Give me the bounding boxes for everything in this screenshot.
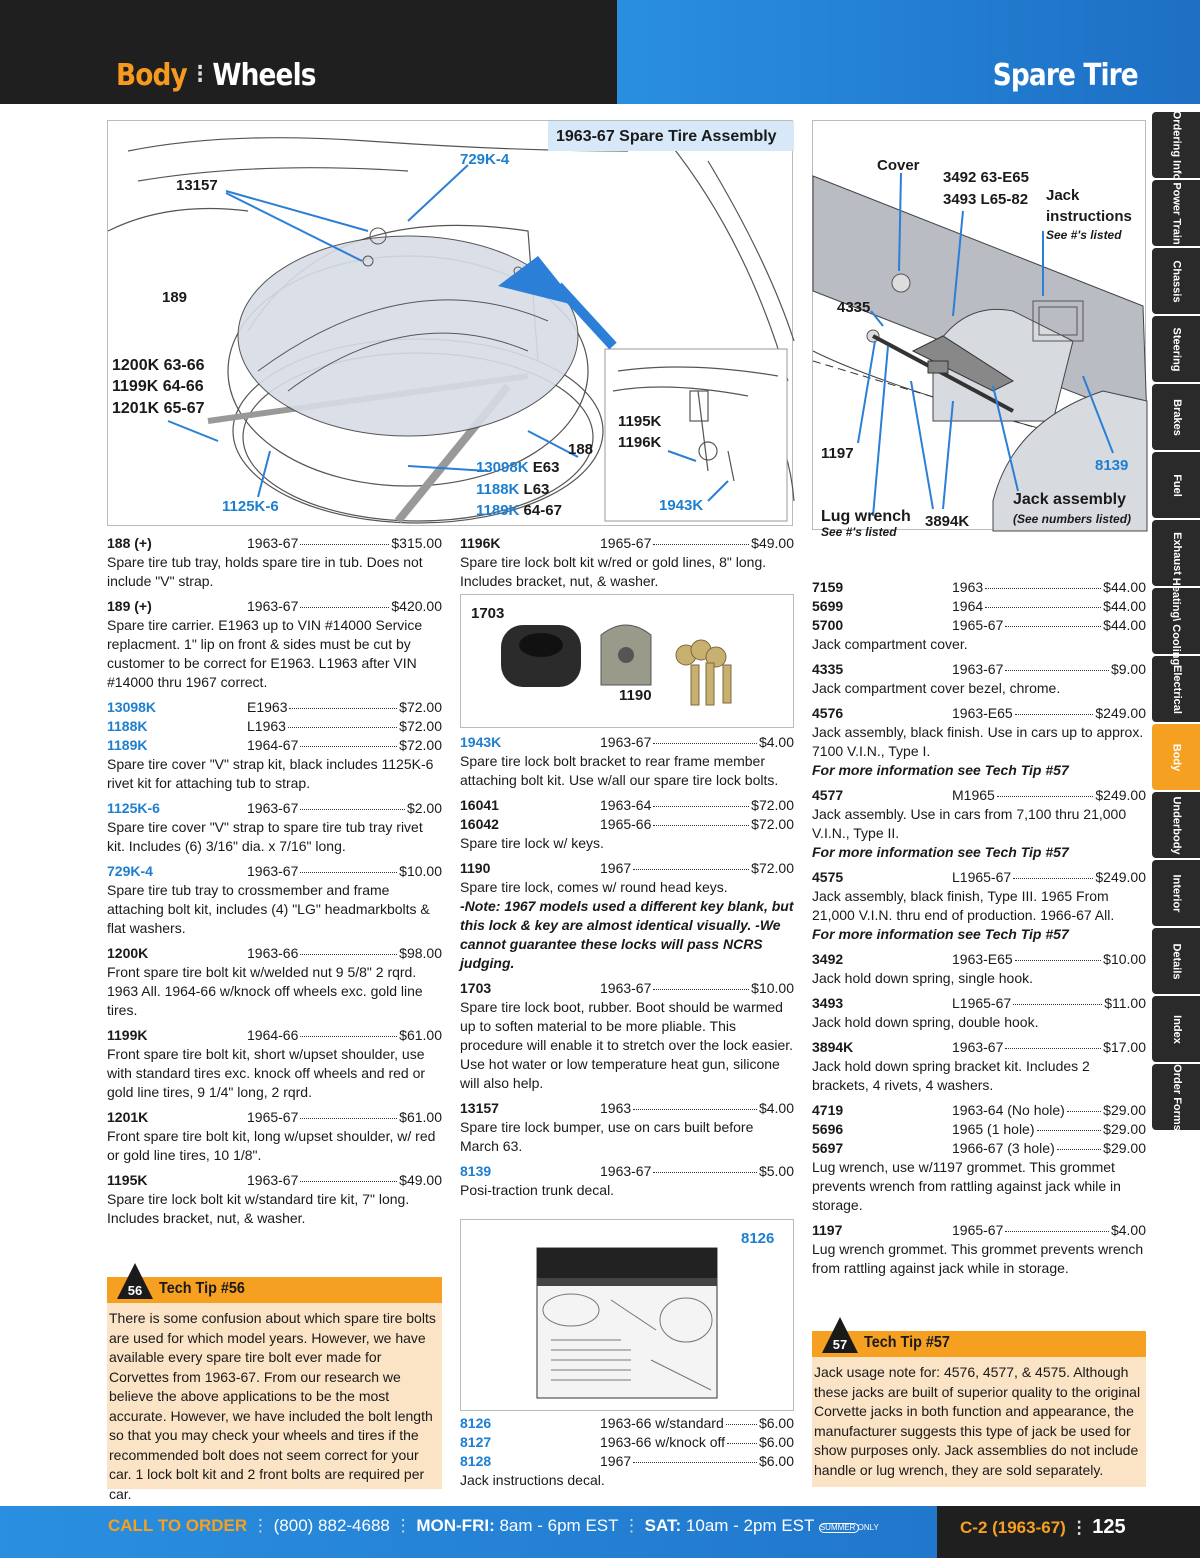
part-label-1125k6: 1125K-6 — [222, 498, 279, 515]
part-note: For more information see Tech Tip #57 — [812, 762, 1069, 778]
tab-electrical[interactable]: Electrical — [1152, 656, 1200, 722]
footer-phone: (800) 882-4688 — [273, 1516, 390, 1535]
part-years: 1965-66 — [600, 816, 652, 832]
part-price: $5.00 — [758, 1163, 794, 1179]
part-label-13098k: 13098K E63 — [476, 459, 560, 476]
tab-interior[interactable]: Interior — [1152, 860, 1200, 926]
part-number: 729K-4 — [107, 863, 153, 879]
jack-instructions-label-2: instructions — [1046, 208, 1132, 225]
part-number: 3894K — [812, 1039, 854, 1055]
catalog-entry — [812, 597, 1146, 616]
part-years: 1963-66 w/knock off — [600, 1434, 726, 1450]
summer-only-badge: SUMMER ONLY — [819, 1523, 879, 1532]
catalog-entry — [812, 950, 1146, 988]
part-years: 1963-66 — [247, 945, 299, 961]
tab-brakes[interactable]: Brakes — [1152, 384, 1200, 450]
part-price: $10.00 — [399, 863, 442, 879]
part-description: Spare tire lock boot, rubber. Boot should be warmed up to soften material to be more pliable. This procedure will enable it to stretch over the lock easier. Use hot water or low temperature heat gun, silicone will also help. — [460, 999, 794, 1091]
part-label-8139: 8139 — [1095, 457, 1129, 474]
part-label-1189k: 1189K 64-67 — [476, 502, 562, 519]
page-title: Spare Tire — [992, 58, 1138, 93]
part-number: 1201K — [107, 1109, 149, 1125]
part-price: $249.00 — [1095, 787, 1146, 803]
part-label-729k4: 729K-4 — [460, 151, 510, 168]
part-number: 13098K — [107, 699, 157, 715]
spare-tire-assembly-figure — [107, 120, 793, 526]
see-numbers-note-3: (See numbers listed) — [1013, 512, 1132, 526]
part-years: 1964-66 — [247, 1027, 299, 1043]
catalog-entry — [460, 1452, 794, 1490]
section-tabs — [1152, 112, 1200, 1132]
part-description: Jack compartment cover bezel, chrome. — [812, 680, 1061, 696]
part-price: $17.00 — [1103, 1039, 1146, 1055]
part-number: 13157 — [460, 1100, 499, 1116]
see-numbers-note: See #'s listed — [1046, 228, 1122, 242]
catalog-entry — [460, 859, 794, 973]
part-number: 3492 — [812, 951, 844, 967]
part-price: $4.00 — [1110, 1222, 1146, 1238]
part-number: 8126 — [460, 1415, 492, 1431]
part-label-189: 189 — [162, 289, 188, 306]
part-description: Jack hold down spring, double hook. — [812, 1014, 1039, 1030]
part-description: Spare tire tub tray to crossmember and frame attaching bolt kit, includes (4) "LG" headmarkbolts & flat washers. — [107, 882, 430, 936]
part-years: L1965-67 — [952, 995, 1012, 1011]
part-number: 5696 — [812, 1121, 844, 1137]
part-years: 1963-66 w/standard — [600, 1415, 724, 1431]
part-price: $9.00 — [1110, 661, 1146, 677]
part-description: Lug wrench, use w/1197 grommet. This grommet prevents wrench from rattling against jack while in storage. — [812, 1159, 1121, 1213]
part-number: 4575 — [812, 869, 844, 885]
catalog-column-2-top — [460, 534, 794, 597]
part-number: 1189K — [107, 737, 148, 753]
tab-fuel[interactable]: Fuel — [1152, 452, 1200, 518]
figure-title: 1963-67 Spare Tire Assembly — [548, 121, 794, 151]
part-number: 189 (+) — [107, 598, 152, 614]
part-number: 1197 — [812, 1222, 843, 1238]
part-number: 1943K — [460, 734, 502, 750]
part-price: $49.00 — [751, 535, 794, 551]
part-price: $11.00 — [1104, 995, 1146, 1011]
catalog-entry — [812, 660, 1146, 698]
page-number: 125 — [1092, 1516, 1126, 1538]
part-price: $49.00 — [399, 1172, 442, 1188]
part-description: Front spare tire bolt kit w/welded nut 9 5/8" 2 rqrd. 1963 All. 1964-66 w/knock off wheels exc. gold line tires. — [107, 964, 423, 1018]
catalog-entry — [460, 815, 794, 853]
part-price: $61.00 — [399, 1109, 442, 1125]
part-number: 4577 — [812, 787, 844, 803]
part-years: L1965-67 — [952, 869, 1012, 885]
catalog-entry — [107, 698, 442, 717]
jack-instructions-label: Jack — [1046, 187, 1080, 204]
tip-title: Tech Tip #56 — [159, 1280, 245, 1297]
part-price: $29.00 — [1103, 1121, 1146, 1137]
tab-steering[interactable]: Steering — [1152, 316, 1200, 382]
catalog-entry — [107, 862, 442, 938]
part-description: Jack assembly, black finish, Type III. 1965 From 21,000 V.I.N. thru end of production. 1966-67 All. — [812, 888, 1115, 923]
part-label-1199k: 1199K 64-66 — [112, 378, 204, 395]
tip-text: Jack usage note for: 4576, 4577, & 4575. Although these jacks are built of superior quality to the original Corvette jacks in both function and appearance, the manufacturer suggests this type of jack be used for show purposes only. Jack assemblies do not include handle or lug wrench, they are sold separately. — [814, 1364, 1141, 1478]
part-years: 1963 — [952, 579, 984, 595]
part-label-1943k: 1943K — [659, 497, 704, 514]
catalog-entry — [107, 1108, 442, 1165]
part-number: 8127 — [460, 1434, 492, 1450]
part-description: Spare tire carrier. E1963 up to VIN #14000 Service replacment. 1" lip on front & sides must be cut by customer to be correct for E1963. L1963 after VIN #14000 thru 1967 correct. — [107, 617, 423, 690]
catalog-entry — [107, 1026, 442, 1102]
part-number: 5700 — [812, 617, 844, 633]
part-description: Spare tire cover "V" strap kit, black includes 1125K-6 rivet kit for attaching tub to strap. — [107, 756, 434, 791]
part-years: 1963-67 — [247, 598, 299, 614]
part-label-1200k: 1200K 63-66 — [112, 357, 205, 374]
part-years: M1965 — [952, 787, 995, 803]
part-price: $4.00 — [758, 734, 794, 750]
catalog-entry — [812, 1221, 1146, 1278]
part-label-13157: 13157 — [176, 177, 218, 194]
catalog-entry — [812, 1120, 1146, 1139]
photo-label-1703: 1703 — [471, 605, 505, 622]
catalog-entry — [107, 736, 442, 793]
catalog-entry — [812, 578, 1146, 597]
part-years: 1963-67 — [247, 800, 299, 816]
tip-title: Tech Tip #57 — [864, 1334, 950, 1351]
part-price: $6.00 — [758, 1453, 794, 1469]
part-label-1201k: 1201K 65-67 — [112, 400, 205, 417]
part-price: $249.00 — [1095, 705, 1146, 721]
part-number: 3493 — [812, 995, 844, 1011]
part-number: 16041 — [460, 797, 499, 813]
catalog-entry — [812, 868, 1146, 944]
part-years: 1965-67 — [600, 535, 652, 551]
part-price: $72.00 — [399, 718, 442, 734]
part-number: 7159 — [812, 579, 844, 595]
catalog-entry — [460, 733, 794, 790]
part-years: 1963-67 — [952, 661, 1004, 677]
part-price: $72.00 — [399, 737, 442, 753]
tech-tip-56 — [107, 1277, 442, 1502]
part-label-cover: Cover — [877, 157, 920, 174]
part-number: 1195K — [107, 1172, 148, 1188]
part-price: $6.00 — [758, 1434, 794, 1450]
part-description: Posi-traction trunk decal. — [460, 1182, 615, 1198]
part-price: $72.00 — [751, 797, 794, 813]
tab-underbody[interactable]: Underbody — [1152, 792, 1200, 858]
catalog-entry — [460, 1414, 794, 1433]
part-description: Lug wrench grommet. This grommet prevents wrench from rattling against jack while in storage. — [812, 1241, 1144, 1276]
part-price: $29.00 — [1103, 1102, 1146, 1118]
part-years: 1967 — [600, 1453, 632, 1469]
catalog-entry — [107, 799, 442, 856]
photo-label-1190: 1190 — [619, 687, 652, 704]
part-number: 5699 — [812, 598, 844, 614]
catalog-entry — [107, 1171, 442, 1228]
part-years: 1965-67 — [952, 1222, 1004, 1238]
part-years: 1964-67 — [247, 737, 299, 753]
part-price: $249.00 — [1095, 869, 1146, 885]
part-years: 1963-67 — [600, 734, 652, 750]
part-number: 188 (+) — [107, 535, 152, 551]
part-description: Jack instructions decal. — [460, 1472, 605, 1488]
part-description: Jack hold down spring bracket kit. Includes 2 brackets, 4 rivets, 4 washers. — [812, 1058, 1090, 1093]
part-years: 1963-67 — [600, 980, 652, 996]
part-years: 1963-67 — [952, 1039, 1004, 1055]
part-label-1188k: 1188K L63 — [476, 481, 550, 498]
part-price: $6.00 — [758, 1415, 794, 1431]
part-price: $44.00 — [1103, 579, 1146, 595]
part-years: 1964 — [952, 598, 984, 614]
catalog-entry — [812, 994, 1146, 1032]
part-price: $315.00 — [391, 535, 442, 551]
part-years: 1965-67 — [247, 1109, 299, 1125]
part-price: $29.00 — [1103, 1140, 1146, 1156]
part-years: 1967 — [600, 860, 632, 876]
part-price: $72.00 — [751, 860, 794, 876]
jack-instructions-decal-photo — [460, 1219, 794, 1411]
part-years: 1963-67 — [247, 535, 299, 551]
catalog-entry — [107, 717, 442, 736]
part-description: Spare tire cover "V" strap to spare tire tub tray rivet kit. Includes (6) 3/16" dia. x 7/16" long. — [107, 819, 423, 854]
part-label-1195k: 1195K — [618, 413, 662, 430]
catalog-entry — [107, 597, 442, 692]
tab-ordering-info[interactable]: Ordering Info — [1152, 112, 1200, 178]
photo-label-8126: 8126 — [741, 1230, 775, 1247]
footer-model: C-2 (1963-67) ⋮ 125 — [960, 1516, 1126, 1538]
part-price: $10.00 — [1103, 951, 1146, 967]
part-label-1197: 1197 — [821, 445, 854, 462]
part-note: For more information see Tech Tip #57 — [812, 844, 1069, 860]
catalog-entry — [812, 616, 1146, 654]
part-number: 8139 — [460, 1163, 492, 1179]
part-label-1196k: 1196K — [618, 434, 662, 451]
part-price: $44.00 — [1103, 617, 1146, 633]
part-number: 4719 — [812, 1102, 844, 1118]
part-years: 1965 (1 hole) — [952, 1121, 1035, 1137]
part-note: -Note: 1967 models used a different key blank, but this lock & key are almost identical visually. -We cannot guarantee these locks will pass NCRS judging. — [460, 898, 794, 971]
part-price: $72.00 — [399, 699, 442, 715]
part-years: 1965-67 — [952, 617, 1004, 633]
catalog-entry — [812, 1139, 1146, 1215]
part-years: L1963 — [247, 718, 286, 734]
tab-chassis[interactable]: Chassis — [1152, 248, 1200, 314]
part-years: 1963-67 — [600, 1163, 652, 1179]
part-number: 1200K — [107, 945, 149, 961]
part-description: Spare tire lock w/ keys. — [460, 835, 604, 851]
part-number: 4576 — [812, 705, 844, 721]
part-years: 1963-67 — [247, 1172, 299, 1188]
tab-index[interactable]: Index — [1152, 996, 1200, 1062]
part-years: 1963-E65 — [952, 705, 1013, 721]
footer-call-to-order: CALL TO ORDER ⋮ (800) 882-4688 ⋮ MON-FRI: 8am - 6pm EST ⋮ SAT: 10am - 2pm EST SUMMER ONLY — [108, 1516, 879, 1535]
part-label-lug-wrench: Lug wrench — [821, 508, 911, 525]
part-years: 1963-64 — [600, 797, 652, 813]
tab-order-forms[interactable]: Order Forms — [1152, 1064, 1200, 1130]
part-years: 1963-E65 — [952, 951, 1013, 967]
part-description: Spare tire lock bumper, use on cars built before March 63. — [460, 1119, 754, 1154]
part-number: 5697 — [812, 1140, 844, 1156]
catalog-entry — [460, 1099, 794, 1156]
catalog-entry — [460, 796, 794, 815]
tip-number: 57 — [832, 1337, 848, 1352]
catalog-column-2-bottom — [460, 1414, 794, 1496]
catalog-entry — [812, 704, 1146, 780]
part-description: Spare tire lock, comes w/ round head keys. — [460, 879, 728, 895]
part-description: Front spare tire bolt kit, long w/upset shoulder, w/ red or gold line tires, 10 1/8". — [107, 1128, 436, 1163]
part-price: $10.00 — [751, 980, 794, 996]
catalog-entry — [460, 979, 794, 1093]
catalog-entry — [460, 534, 794, 591]
catalog-entry — [107, 534, 442, 591]
part-price: $61.00 — [399, 1027, 442, 1043]
tab-heating-cooling[interactable]: Heating\ Cooling — [1152, 588, 1200, 654]
part-years: 1963-64 (No hole) — [952, 1102, 1065, 1118]
part-note: For more information see Tech Tip #57 — [812, 926, 1069, 942]
tip-text: There is some confusion about which spare tire bolts are used for which model years. However, we have available every spare tire bolt ever made for Corvettes from 1963-67. From our research we believe the above applications to be the most accurate. However, we have included the bolt length so that you may check your wheels and tires if the recommended bolt does not seem correct for your car. 1 lock bolt kit and 2 front bolts are required per car. — [109, 1310, 436, 1502]
catalog-entry — [812, 1038, 1146, 1095]
tech-tip-57 — [812, 1331, 1146, 1487]
part-label-3493: 3493 L65-82 — [943, 191, 1029, 208]
part-description: Spare tire lock bolt kit w/standard tire kit, 7" long. Includes bracket, nut, & washer. — [107, 1191, 410, 1226]
part-price: $44.00 — [1103, 598, 1146, 614]
spare-tire-lock-photo — [460, 594, 794, 728]
part-number: 1125K-6 — [107, 800, 160, 816]
catalog-column-1 — [107, 534, 442, 1234]
part-years: 1966-67 (3 hole) — [952, 1140, 1055, 1156]
part-description: Spare tire lock bolt kit w/red or gold lines, 8" long. Includes bracket, nut, & washer. — [460, 554, 767, 589]
part-number: 1703 — [460, 980, 492, 996]
part-price: $420.00 — [391, 598, 442, 614]
catalog-entry — [107, 944, 442, 1020]
section-title: Body ⋮ Wheels — [116, 58, 316, 93]
part-description: Jack assembly, black finish. Use in cars up to approx. 7100 V.I.N., Type I. — [812, 724, 1144, 759]
part-years: 1963-67 — [247, 863, 299, 879]
catalog-entry — [460, 1162, 794, 1200]
tip-number: 56 — [127, 1283, 143, 1298]
part-description: Jack compartment cover. — [812, 636, 968, 652]
part-number: 4335 — [812, 661, 844, 677]
part-years: E1963 — [247, 699, 288, 715]
catalog-entry — [812, 786, 1146, 862]
part-price: $2.00 — [406, 800, 442, 816]
part-number: 1196K — [460, 535, 501, 551]
tab-power-train[interactable]: Power Train — [1152, 180, 1200, 246]
tab-details[interactable]: Details — [1152, 928, 1200, 994]
part-price: $98.00 — [399, 945, 442, 961]
catalog-entry — [460, 1433, 794, 1452]
part-description: Front spare tire bolt kit, short w/upset shoulder, use with standard tires exc. knock off wheels and red or gold line tires, 9 1/4" long, 2 rqrd. — [107, 1046, 426, 1100]
part-number: 8128 — [460, 1453, 492, 1469]
part-number: 16042 — [460, 816, 499, 832]
catalog-column-3 — [812, 578, 1146, 1284]
part-description: Spare tire lock bolt bracket to rear frame member attaching bolt kit. Use w/all our spare tire lock bolts. — [460, 753, 779, 788]
part-number: 1199K — [107, 1027, 148, 1043]
part-description: Jack hold down spring, single hook. — [812, 970, 1034, 986]
part-number: 1190 — [460, 860, 491, 876]
lock-photo-drawing — [461, 595, 795, 729]
part-label-3894k: 3894K — [925, 513, 970, 530]
tab-body[interactable]: Body — [1152, 724, 1200, 790]
part-price: $72.00 — [751, 816, 794, 832]
part-label-3492: 3492 63-E65 — [943, 169, 1029, 186]
part-number: 1188K — [107, 718, 148, 734]
part-description: Jack assembly. Use in cars from 7,100 thru 21,000 V.I.N., Type II. — [812, 806, 1127, 841]
part-years: 1963 — [600, 1100, 632, 1116]
see-numbers-note-2: See #'s listed — [821, 525, 897, 539]
part-description: Spare tire tub tray, holds spare tire in tub. Does not include "V" strap. — [107, 554, 423, 589]
tab-exhaust[interactable]: Exhaust — [1152, 520, 1200, 586]
part-label-jack-assembly: Jack assembly — [1013, 491, 1126, 508]
jack-compartment-figure — [812, 120, 1146, 539]
part-label-188: 188 — [568, 441, 594, 458]
part-label-4335: 4335 — [837, 299, 871, 316]
part-price: $4.00 — [758, 1100, 794, 1116]
catalog-column-2-middle — [460, 733, 794, 1206]
catalog-entry — [812, 1101, 1146, 1120]
